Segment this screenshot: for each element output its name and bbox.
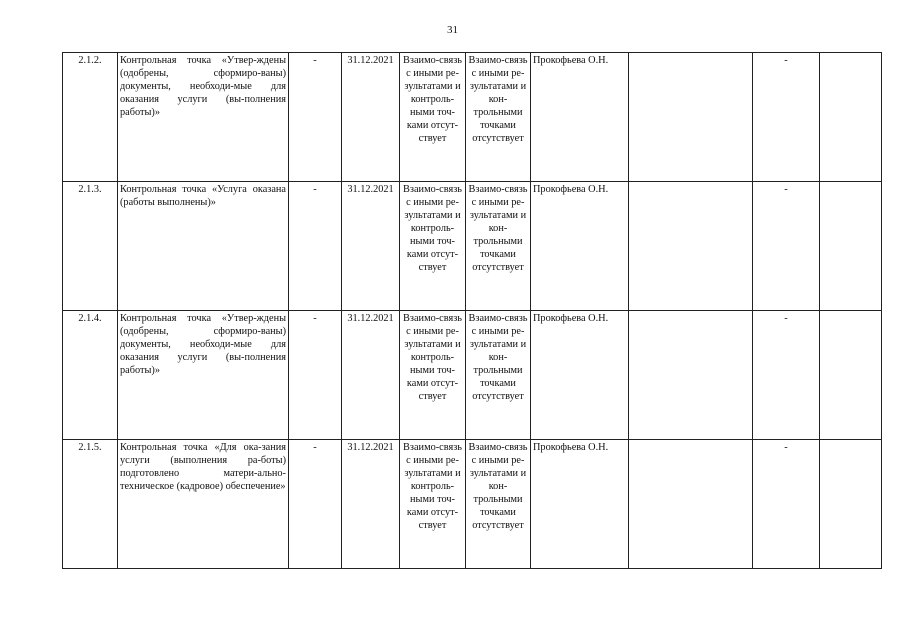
table-row — [63, 53, 882, 182]
empty-cell — [629, 182, 753, 311]
table-row — [63, 311, 882, 440]
table-row — [63, 182, 882, 311]
responsible-person-cell: Прокофьева О.Н. — [531, 311, 629, 440]
start-date-cell: - — [289, 182, 342, 311]
relation-control-points-cell: Взаимо-связь с иными ре-зультатами и кон-трольными точками отсутствует — [466, 440, 531, 569]
relation-results-cell: Взаимо-связь с иными ре-зультатами и контроль-ными точ-ками отсут-ствует — [400, 440, 466, 569]
relation-results-cell: Взаимо-связь с иными ре-зультатами и контроль-ными точ-ками отсут-ствует — [400, 53, 466, 182]
control-point-name: Контрольная точка «Утвер-ждены (одобрены, сформиро-ваны) документы, необходи-мые для оказания услуги (вы-полнения работы)» — [118, 311, 289, 440]
row-number: 2.1.4. — [63, 311, 118, 440]
responsible-person-cell: Прокофьева О.Н. — [531, 440, 629, 569]
start-date-cell: - — [289, 440, 342, 569]
verification-type-cell: - — [753, 182, 820, 311]
row-number: 2.1.3. — [63, 182, 118, 311]
table-body — [63, 53, 882, 569]
end-date-cell: 31.12.2021 — [342, 182, 400, 311]
control-point-name: Контрольная точка «Для ока-зания услуги (выполнения ра-боты) подготовлено матери-ально-техническое (кадровое) обеспечение» — [118, 440, 289, 569]
page-number: 31 — [447, 24, 458, 36]
control-point-name: Контрольная точка «Утвер-ждены (одобрены, сформиро-ваны) документы, необходи-мые для оказания услуги (вы-полнения работы)» — [118, 53, 289, 182]
control-point-name: Контрольная точка «Услуга оказана (работы выполнены)» — [118, 182, 289, 311]
end-date-cell: 31.12.2021 — [342, 311, 400, 440]
relation-control-points-cell: Взаимо-связь с иными ре-зультатами и кон-трольными точками отсутствует — [466, 182, 531, 311]
start-date-cell: - — [289, 53, 342, 182]
empty-cell — [629, 311, 753, 440]
relation-control-points-cell: Взаимо-связь с иными ре-зультатами и кон-трольными точками отсутствует — [466, 53, 531, 182]
responsible-person-cell: Прокофьева О.Н. — [531, 182, 629, 311]
empty-cell — [820, 182, 882, 311]
relation-results-cell: Взаимо-связь с иными ре-зультатами и контроль-ными точ-ками отсут-ствует — [400, 182, 466, 311]
end-date-cell: 31.12.2021 — [342, 53, 400, 182]
control-points-table — [62, 52, 882, 569]
responsible-person-cell: Прокофьева О.Н. — [531, 53, 629, 182]
empty-cell — [820, 311, 882, 440]
relation-results-cell: Взаимо-связь с иными ре-зультатами и контроль-ными точ-ками отсут-ствует — [400, 311, 466, 440]
relation-control-points-cell: Взаимо-связь с иными ре-зультатами и кон-трольными точками отсутствует — [466, 311, 531, 440]
empty-cell — [629, 440, 753, 569]
empty-cell — [629, 53, 753, 182]
verification-type-cell: - — [753, 311, 820, 440]
verification-type-cell: - — [753, 53, 820, 182]
verification-type-cell: - — [753, 440, 820, 569]
end-date-cell: 31.12.2021 — [342, 440, 400, 569]
table-row — [63, 440, 882, 569]
empty-cell — [820, 53, 882, 182]
start-date-cell: - — [289, 311, 342, 440]
row-number: 2.1.5. — [63, 440, 118, 569]
empty-cell — [820, 440, 882, 569]
row-number: 2.1.2. — [63, 53, 118, 182]
